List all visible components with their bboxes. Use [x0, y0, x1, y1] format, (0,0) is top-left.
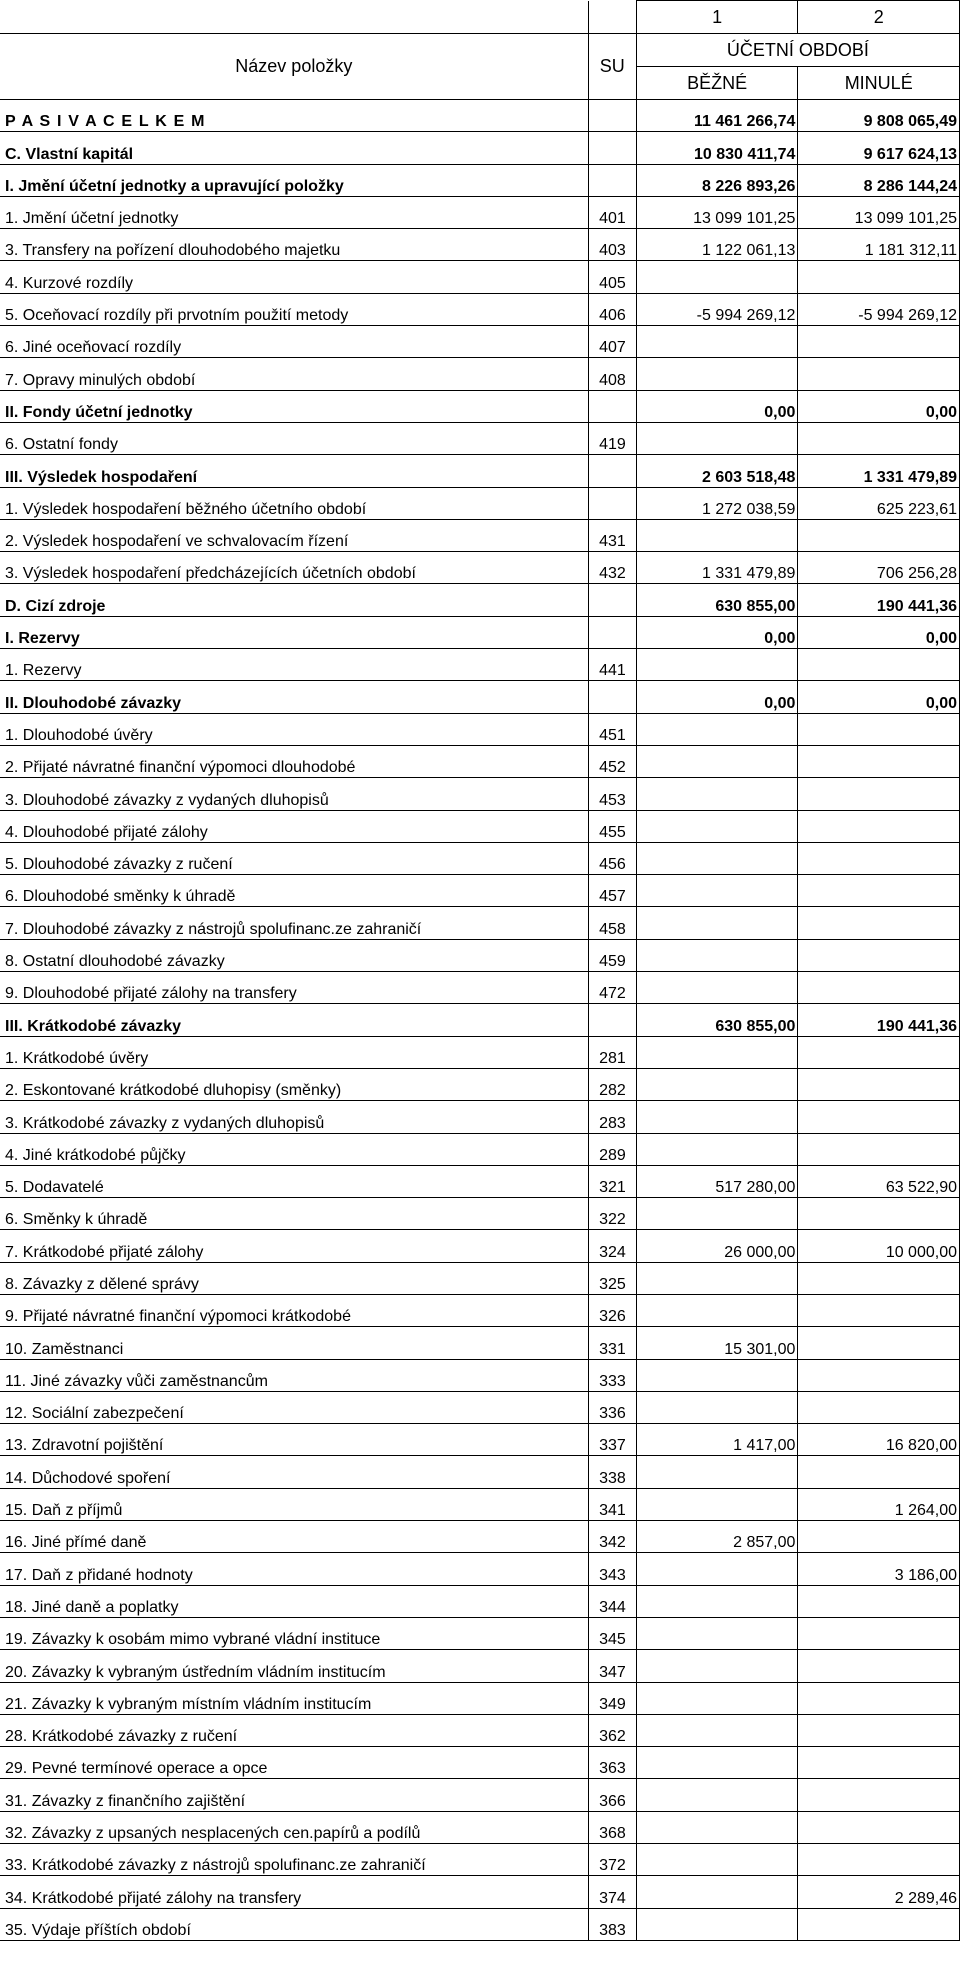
row-value-previous: 625 223,61 — [798, 487, 960, 519]
row-name: 1. Dlouhodobé úvěry — [0, 713, 588, 745]
row-value-current: -5 994 269,12 — [636, 293, 798, 325]
table-row — [0, 681, 960, 713]
row-value-current — [636, 422, 798, 454]
row-su-account: 405 — [588, 261, 636, 293]
row-value-previous: 2 289,46 — [798, 1876, 960, 1908]
row-value-current: 1 417,00 — [636, 1424, 798, 1456]
row-value-current: 517 280,00 — [636, 1165, 798, 1197]
row-value-previous — [798, 1617, 960, 1649]
row-value-current — [636, 1617, 798, 1649]
row-name: 7. Opravy minulých období — [0, 358, 588, 390]
row-value-current — [636, 713, 798, 745]
table-row — [0, 164, 960, 196]
row-value-previous: -5 994 269,12 — [798, 293, 960, 325]
row-value-current — [636, 1262, 798, 1294]
row-value-previous: 190 441,36 — [798, 584, 960, 616]
row-value-current: 13 099 101,25 — [636, 196, 798, 228]
row-value-current — [636, 1876, 798, 1908]
table-row — [0, 326, 960, 358]
row-su-account — [588, 616, 636, 648]
row-su-account: 451 — [588, 713, 636, 745]
row-value-current — [636, 1198, 798, 1230]
row-su-account: 337 — [588, 1424, 636, 1456]
row-value-current: 1 272 038,59 — [636, 487, 798, 519]
row-su-account — [588, 132, 636, 164]
row-value-current — [636, 1068, 798, 1100]
row-value-current — [636, 1553, 798, 1585]
row-name: 4. Kurzové rozdíly — [0, 261, 588, 293]
row-su-account: 432 — [588, 552, 636, 584]
column-header-period: ÚČETNÍ OBDOBÍ — [636, 34, 959, 67]
table-row — [0, 1908, 960, 1940]
row-value-previous — [798, 1747, 960, 1779]
row-su-account: 342 — [588, 1521, 636, 1553]
row-value-previous — [798, 1068, 960, 1100]
row-value-previous — [798, 1391, 960, 1423]
column-header-previous: MINULÉ — [798, 67, 960, 100]
table-row — [0, 1004, 960, 1036]
table-row — [0, 1876, 960, 1908]
table-row — [0, 778, 960, 810]
table-row — [0, 1359, 960, 1391]
row-value-previous — [798, 1650, 960, 1682]
table-row — [0, 1585, 960, 1617]
row-value-current — [636, 1488, 798, 1520]
row-value-current — [636, 1779, 798, 1811]
table-row — [0, 1165, 960, 1197]
row-su-account: 431 — [588, 519, 636, 551]
table-row — [0, 842, 960, 874]
row-su-account: 406 — [588, 293, 636, 325]
row-value-current — [636, 1133, 798, 1165]
row-name: 6. Směnky k úhradě — [0, 1198, 588, 1230]
table-row — [0, 1391, 960, 1423]
table-row — [0, 1327, 960, 1359]
row-value-previous — [798, 778, 960, 810]
row-value-current — [636, 1811, 798, 1843]
row-value-previous: 0,00 — [798, 616, 960, 648]
row-name: 1. Rezervy — [0, 649, 588, 681]
row-su-account: 343 — [588, 1553, 636, 1585]
row-value-current: 1 122 061,13 — [636, 229, 798, 261]
table-row — [0, 455, 960, 487]
row-su-account: 452 — [588, 745, 636, 777]
row-name: 4. Dlouhodobé přijaté zálohy — [0, 810, 588, 842]
table-row — [0, 132, 960, 164]
row-su-account: 472 — [588, 972, 636, 1004]
row-name: D. Cizí zdroje — [0, 584, 588, 616]
row-value-previous — [798, 972, 960, 1004]
row-value-previous: 190 441,36 — [798, 1004, 960, 1036]
row-value-previous: 63 522,90 — [798, 1165, 960, 1197]
table-row — [0, 552, 960, 584]
row-value-current — [636, 1682, 798, 1714]
row-value-previous — [798, 713, 960, 745]
row-su-account: 459 — [588, 939, 636, 971]
row-value-current — [636, 1585, 798, 1617]
row-name: 28. Krátkodobé závazky z ručení — [0, 1714, 588, 1746]
row-value-current — [636, 519, 798, 551]
row-value-previous — [798, 875, 960, 907]
row-value-previous: 16 820,00 — [798, 1424, 960, 1456]
row-su-account: 281 — [588, 1036, 636, 1068]
row-name: III. Výsledek hospodaření — [0, 455, 588, 487]
row-su-account: 374 — [588, 1876, 636, 1908]
row-value-current — [636, 972, 798, 1004]
table-row — [0, 1456, 960, 1488]
row-value-previous — [798, 1359, 960, 1391]
row-su-account: 383 — [588, 1908, 636, 1940]
row-value-current — [636, 907, 798, 939]
row-name: II. Fondy účetní jednotky — [0, 390, 588, 422]
row-value-current: 26 000,00 — [636, 1230, 798, 1262]
header-su-blank — [588, 1, 636, 34]
row-name: 3. Transfery na pořízení dlouhodobého majetku — [0, 229, 588, 261]
row-value-current: 11 461 266,74 — [636, 100, 798, 132]
table-row — [0, 1747, 960, 1779]
table-row — [0, 1682, 960, 1714]
row-su-account: 338 — [588, 1456, 636, 1488]
row-name: 14. Důchodové spoření — [0, 1456, 588, 1488]
row-value-previous — [798, 1682, 960, 1714]
table-row — [0, 1294, 960, 1326]
row-name: 5. Dodavatelé — [0, 1165, 588, 1197]
row-value-previous — [798, 422, 960, 454]
row-value-current — [636, 1650, 798, 1682]
row-value-current — [636, 842, 798, 874]
row-name: 3. Krátkodobé závazky z vydaných dluhopisů — [0, 1101, 588, 1133]
row-su-account: 453 — [588, 778, 636, 810]
table-row — [0, 1068, 960, 1100]
row-value-previous — [798, 1294, 960, 1326]
row-value-current: 8 226 893,26 — [636, 164, 798, 196]
row-value-previous — [798, 1521, 960, 1553]
col-number-2: 2 — [798, 1, 960, 34]
row-value-current: 15 301,00 — [636, 1327, 798, 1359]
row-value-current — [636, 1359, 798, 1391]
table-row — [0, 1553, 960, 1585]
row-value-current: 0,00 — [636, 616, 798, 648]
row-name: 34. Krátkodobé přijaté zálohy na transfery — [0, 1876, 588, 1908]
row-su-account: 322 — [588, 1198, 636, 1230]
row-value-current — [636, 1391, 798, 1423]
row-su-account: 344 — [588, 1585, 636, 1617]
row-name: 8. Ostatní dlouhodobé závazky — [0, 939, 588, 971]
row-name: 35. Výdaje příštích období — [0, 1908, 588, 1940]
row-name: 10. Zaměstnanci — [0, 1327, 588, 1359]
table-row — [0, 713, 960, 745]
table-row — [0, 972, 960, 1004]
row-name: 32. Závazky z upsaných nesplacených cen.papírů a podílů — [0, 1811, 588, 1843]
row-value-current — [636, 1747, 798, 1779]
row-su-account: 456 — [588, 842, 636, 874]
row-value-current — [636, 1844, 798, 1876]
row-value-previous — [798, 1327, 960, 1359]
table-row — [0, 487, 960, 519]
row-name: 4. Jiné krátkodobé půjčky — [0, 1133, 588, 1165]
row-name: 29. Pevné termínové operace a opce — [0, 1747, 588, 1779]
row-value-current — [636, 326, 798, 358]
table-row — [0, 229, 960, 261]
row-value-previous — [798, 1714, 960, 1746]
header-name-blank — [0, 1, 588, 34]
row-su-account: 419 — [588, 422, 636, 454]
row-name: 9. Přijaté návratné finanční výpomoci krátkodobé — [0, 1294, 588, 1326]
table-row — [0, 358, 960, 390]
row-name: 21. Závazky k vybraným místním vládním institucím — [0, 1682, 588, 1714]
table-row — [0, 1714, 960, 1746]
row-name: 5. Dlouhodobé závazky z ručení — [0, 842, 588, 874]
row-su-account: 403 — [588, 229, 636, 261]
table-body — [0, 1, 960, 1941]
row-name: I. Jmění účetní jednotky a upravující položky — [0, 164, 588, 196]
row-su-account: 441 — [588, 649, 636, 681]
row-name: 1. Jmění účetní jednotky — [0, 196, 588, 228]
row-name: 1. Krátkodobé úvěry — [0, 1036, 588, 1068]
row-value-current: 2 603 518,48 — [636, 455, 798, 487]
row-value-previous: 3 186,00 — [798, 1553, 960, 1585]
row-value-previous — [798, 939, 960, 971]
table-row — [0, 390, 960, 422]
row-value-current: 0,00 — [636, 390, 798, 422]
row-su-account: 321 — [588, 1165, 636, 1197]
row-value-previous — [798, 358, 960, 390]
row-name: I. Rezervy — [0, 616, 588, 648]
row-su-account: 408 — [588, 358, 636, 390]
table-row — [0, 1198, 960, 1230]
row-value-current — [636, 649, 798, 681]
row-value-previous — [798, 1779, 960, 1811]
row-su-account: 457 — [588, 875, 636, 907]
row-value-previous — [798, 1036, 960, 1068]
row-value-previous — [798, 1456, 960, 1488]
row-su-account — [588, 584, 636, 616]
table-row — [0, 261, 960, 293]
table-row — [0, 1844, 960, 1876]
column-header-current: BĚŽNÉ — [636, 67, 798, 100]
row-name: 2. Výsledek hospodaření ve schvalovacím řízení — [0, 519, 588, 551]
row-value-current — [636, 810, 798, 842]
row-su-account: 455 — [588, 810, 636, 842]
row-value-previous — [798, 1811, 960, 1843]
row-value-previous: 0,00 — [798, 681, 960, 713]
row-name: 16. Jiné přímé daně — [0, 1521, 588, 1553]
row-value-current — [636, 875, 798, 907]
table-row — [0, 875, 960, 907]
row-value-previous: 9 808 065,49 — [798, 100, 960, 132]
row-su-account: 336 — [588, 1391, 636, 1423]
row-name: 5. Oceňovací rozdíly při prvotním použití metody — [0, 293, 588, 325]
row-value-current: 0,00 — [636, 681, 798, 713]
row-su-account: 458 — [588, 907, 636, 939]
row-value-current — [636, 1456, 798, 1488]
row-value-previous — [798, 842, 960, 874]
table-row — [0, 584, 960, 616]
row-value-current: 630 855,00 — [636, 584, 798, 616]
row-value-previous: 13 099 101,25 — [798, 196, 960, 228]
row-name: 15. Daň z příjmů — [0, 1488, 588, 1520]
row-value-previous: 10 000,00 — [798, 1230, 960, 1262]
row-value-previous — [798, 907, 960, 939]
row-value-previous — [798, 1908, 960, 1940]
row-name: 8. Závazky z dělené správy — [0, 1262, 588, 1294]
row-name: C. Vlastní kapitál — [0, 132, 588, 164]
row-su-account: 372 — [588, 1844, 636, 1876]
row-value-previous: 9 617 624,13 — [798, 132, 960, 164]
row-su-account — [588, 100, 636, 132]
row-su-account: 401 — [588, 196, 636, 228]
table-row — [0, 1488, 960, 1520]
row-su-account: 341 — [588, 1488, 636, 1520]
table-row — [0, 939, 960, 971]
row-su-account: 362 — [588, 1714, 636, 1746]
row-su-account: 363 — [588, 1747, 636, 1779]
row-su-account: 347 — [588, 1650, 636, 1682]
row-value-previous — [798, 1844, 960, 1876]
row-value-current — [636, 358, 798, 390]
row-value-current — [636, 1036, 798, 1068]
row-value-previous: 706 256,28 — [798, 552, 960, 584]
row-value-previous: 8 286 144,24 — [798, 164, 960, 196]
row-value-previous: 1 331 479,89 — [798, 455, 960, 487]
table-row — [0, 616, 960, 648]
row-su-account: 333 — [588, 1359, 636, 1391]
row-su-account: 325 — [588, 1262, 636, 1294]
row-name: P A S I V A C E L K E M — [0, 100, 588, 132]
row-value-current — [636, 778, 798, 810]
row-value-current — [636, 939, 798, 971]
row-value-current — [636, 1101, 798, 1133]
row-value-previous — [798, 1585, 960, 1617]
row-name: 11. Jiné závazky vůči zaměstnancům — [0, 1359, 588, 1391]
row-name: 20. Závazky k vybraným ústředním vládním institucím — [0, 1650, 588, 1682]
col-number-1: 1 — [636, 1, 798, 34]
row-value-previous — [798, 1101, 960, 1133]
row-value-previous — [798, 810, 960, 842]
row-su-account — [588, 164, 636, 196]
row-value-current — [636, 1714, 798, 1746]
row-su-account — [588, 1004, 636, 1036]
row-value-current — [636, 261, 798, 293]
table-row — [0, 196, 960, 228]
row-value-current — [636, 1908, 798, 1940]
row-name: 7. Krátkodobé přijaté zálohy — [0, 1230, 588, 1262]
row-value-previous — [798, 519, 960, 551]
row-su-account: 289 — [588, 1133, 636, 1165]
row-value-current — [636, 745, 798, 777]
table-row — [0, 422, 960, 454]
table-row — [0, 1036, 960, 1068]
row-su-account — [588, 455, 636, 487]
table-row — [0, 293, 960, 325]
row-name: 6. Dlouhodobé směnky k úhradě — [0, 875, 588, 907]
table-row — [0, 1230, 960, 1262]
row-value-current: 2 857,00 — [636, 1521, 798, 1553]
row-su-account: 331 — [588, 1327, 636, 1359]
table-row — [0, 1521, 960, 1553]
table-row — [0, 907, 960, 939]
row-value-previous — [798, 1262, 960, 1294]
row-su-account — [588, 390, 636, 422]
row-value-previous — [798, 326, 960, 358]
table-row — [0, 1262, 960, 1294]
row-su-account: 407 — [588, 326, 636, 358]
row-value-previous: 0,00 — [798, 390, 960, 422]
header-row-numbers — [0, 1, 960, 34]
row-su-account: 345 — [588, 1617, 636, 1649]
row-su-account — [588, 487, 636, 519]
table-row — [0, 1811, 960, 1843]
row-value-current: 10 830 411,74 — [636, 132, 798, 164]
row-name: 2. Přijaté návratné finanční výpomoci dlouhodobé — [0, 745, 588, 777]
row-su-account: 366 — [588, 1779, 636, 1811]
row-name: 7. Dlouhodobé závazky z nástrojů spolufinanc.ze zahraničí — [0, 907, 588, 939]
row-name: II. Dlouhodobé závazky — [0, 681, 588, 713]
column-header-name: Název položky — [0, 34, 588, 100]
row-value-current: 1 331 479,89 — [636, 552, 798, 584]
row-su-account: 368 — [588, 1811, 636, 1843]
table-row — [0, 1779, 960, 1811]
row-name: 6. Jiné oceňovací rozdíly — [0, 326, 588, 358]
row-value-previous — [798, 649, 960, 681]
row-name: 13. Zdravotní pojištění — [0, 1424, 588, 1456]
row-name: 2. Eskontované krátkodobé dluhopisy (směnky) — [0, 1068, 588, 1100]
row-su-account — [588, 681, 636, 713]
row-name: 18. Jiné daně a poplatky — [0, 1585, 588, 1617]
row-name: III. Krátkodobé závazky — [0, 1004, 588, 1036]
row-value-previous: 1 181 312,11 — [798, 229, 960, 261]
row-name: 3. Výsledek hospodaření předcházejících účetních období — [0, 552, 588, 584]
table-row — [0, 1133, 960, 1165]
row-su-account: 324 — [588, 1230, 636, 1262]
row-name: 17. Daň z přidané hodnoty — [0, 1553, 588, 1585]
table-row — [0, 100, 960, 132]
table-row — [0, 1424, 960, 1456]
row-value-previous — [798, 745, 960, 777]
row-name: 6. Ostatní fondy — [0, 422, 588, 454]
row-value-previous — [798, 1133, 960, 1165]
table-row — [0, 649, 960, 681]
table-row — [0, 1617, 960, 1649]
row-value-previous — [798, 1198, 960, 1230]
row-su-account: 349 — [588, 1682, 636, 1714]
row-su-account: 283 — [588, 1101, 636, 1133]
table-row — [0, 1650, 960, 1682]
row-name: 9. Dlouhodobé přijaté zálohy na transfery — [0, 972, 588, 1004]
row-su-account: 326 — [588, 1294, 636, 1326]
header-row-period — [0, 34, 960, 67]
row-value-current: 630 855,00 — [636, 1004, 798, 1036]
table-row — [0, 519, 960, 551]
table-row — [0, 745, 960, 777]
row-name: 12. Sociální zabezpečení — [0, 1391, 588, 1423]
row-value-current — [636, 1294, 798, 1326]
row-name: 3. Dlouhodobé závazky z vydaných dluhopisů — [0, 778, 588, 810]
row-value-previous — [798, 261, 960, 293]
row-su-account: 282 — [588, 1068, 636, 1100]
row-value-previous: 1 264,00 — [798, 1488, 960, 1520]
row-name: 33. Krátkodobé závazky z nástrojů spolufinanc.ze zahraničí — [0, 1844, 588, 1876]
column-header-su: SU — [588, 34, 636, 100]
table-row — [0, 810, 960, 842]
table-row — [0, 1101, 960, 1133]
row-name: 31. Závazky z finančního zajištění — [0, 1779, 588, 1811]
row-name: 19. Závazky k osobám mimo vybrané vládní instituce — [0, 1617, 588, 1649]
row-name: 1. Výsledek hospodaření běžného účetního období — [0, 487, 588, 519]
